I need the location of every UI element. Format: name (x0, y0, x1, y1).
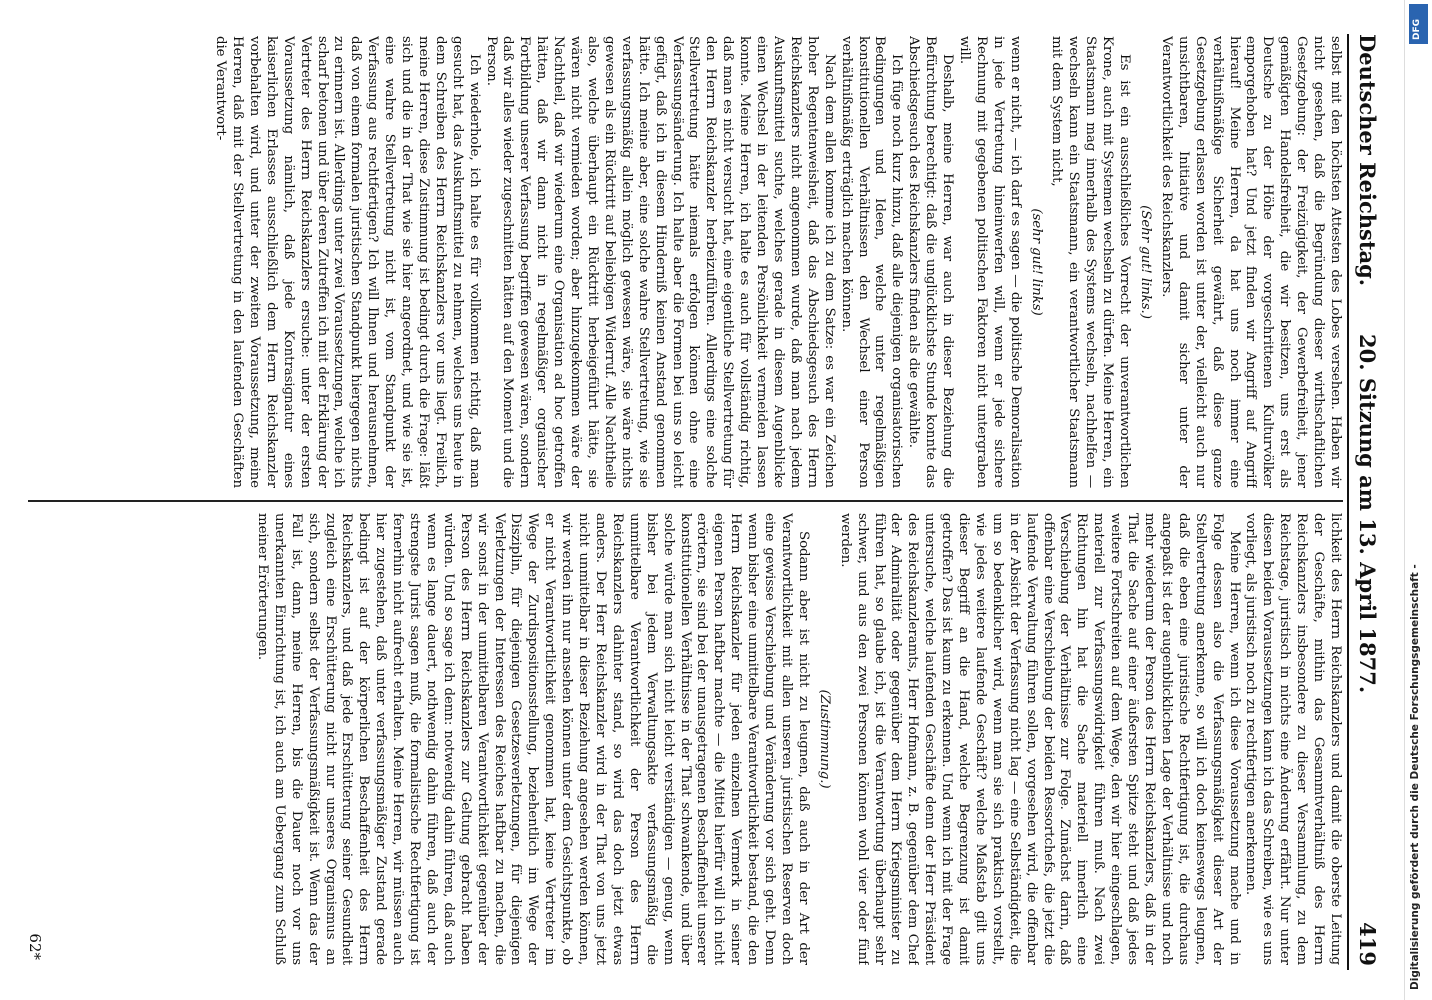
paragraph: wenn er nicht, — ich darf es sagen — die politische Demoralisation in jede Vertretung hineinwerfen will, wenn er jede sichere Rechnung mit gegebenen politischen Faktoren nicht untergraben will. (956, 36, 1023, 488)
text-column-right (24, 513, 1343, 965)
interjection: (Zustimmung.) (816, 689, 832, 789)
interjection: (sehr gut! links) (1028, 208, 1044, 316)
funding-note: Digitalisierung gefördert durch die Deutsche Forschungsgemeinschaft - (1409, 564, 1421, 990)
paragraph: Es ist ein ausschließliches Vorrecht der unverantwortlichen Krone, auch mit Systemen wechseln zu dürfen. Meine Herren, ein Staatsmann mag innerhalb des Systems wechseln, nachhelfen — wechseln kann ein Staatsmann, ein verantwortlicher Staatsmann mit dem System nicht, (1049, 36, 1133, 488)
paragraph: Sodann aber ist nicht zu leugnen, daß auch in der Art der Verantwortlichkeit mit allen unseren juristischen Reserven doch eine gewisse Verschiebung und Veränderung vor sich geht. Denn wenn bisher eine unmittelbare Verantwortlichkeit bestand, die den Herrn Reichskanzler für jeden einzelnen Vermerk in seiner eigenen Person haftbar machte — die Mittel hierfür will ich nicht erörtern, sie sind bei der unausgetragenen Beschaffenheit unserer konstitutionellen Verhältnisse in der That schwankende, und über solche würde man sich nicht leicht verständigen — genug, wenn bisher bei jedem Verwaltungsakte verfassungsmäßig die unmittelbare Verantwortlichkeit der Person des Herrn Reichskanzlers dahinter stand, so wird das doch jetzt etwas anders. Der Herr Reichskanzler wird in der That von uns jetzt nicht unmittelbar in dieser Beziehung angesehen werden können, wir werden ihn nur ansehen können unter dem Gesichtspunkte, ob er nicht Verantwortlichkeit genommen hat, keine Vertreter im Wege der Zurdispositionsstellung, beziehentlich im Wege der Disziplin, für diejenigen Gesetzesverletzungen, für diejenigen Verletzungen der Interessen des Reiches haftbar zu machen, die wir sonst in der unmittelbaren Verantwortlichkeit gegenüber der Person des Herrn Reichskanzlers zur Geltung gebracht haben würden. Und so sage ich denn: notwendig dahin führen, daß auch wenn es lange dauert, nothwendig dahin führen, daß auch der strengste Jurist sagen muß, die formalistische Rechtfertigung ist fernerhin nicht aufrecht erhalten. Meine Herren, wir müssen auch hier zugestehen, daß unter verfassungsmäßiger Zustand gerade bedingt ist auf der körperlichen Beschaffenheit des Herrn Reichskanzlers, und daß jede Erschütterung seiner Gesundheit zugleich eine Erschütterung nicht nur unseres Organismus an sich, sondern selbst der Verfassungsmäßigkeit ist. Wenn das der Fall ist, dann, meine Herren, bis die Dauer noch vor uns unerkannten Einrichtung ist, ich auch am Uebergang zum Schluß meiner Erörterungen. (254, 513, 811, 965)
paragraph: Meine Herren, wenn ich diese Voraussetzung mache und in Folge dessen also die Verfassungsmäßigkeit dieser Art der Stellvertretung anerkenne, so will ich doch keineswegs leugnen, daß die eben eine juristische Rechtfertigung ist, die durchaus angepaßt ist der augenblicklichen Lage der Verhältnisse und noch mehr wiederum der Person des Herrn Reichskanzlers, daß in der That die Sache auf einer äußersten Spitze steht und daß jedes weitere Fortschreiten auf dem Wege, den wir hier eingeschlagen, materiell zur Verfassungswidrigkeit führen muß. Nach zwei Richtungen hin hat die Sache materiell innerlich eine Verschiebung der Verhältnisse zur Folge. Zunächst darin, daß offenbar eine Verschiebung der beiden Ressortchefs, die jetzt die laufende Verwaltung führen sollen, vorgesehen wird, die offenbar in der Absicht der Verfassung nicht lag — eine Selbständigkeit, die um so bedenklicher wird, wenn man sie sich praktisch vorstellt, wie jedes weitere laufende Geschäft? welche Maßstab gilt uns dieser Begriff an die Hand, welche Begrenzung ist damit getroffen? Das ist kaum zu erkennen. Und wenn ich mit der Frage untersuche, welche laufenden Geschäfte denn der Herr Präsident des Reichskanzleramts, Herr Hofmann, z. B. gegenüber dem Chef der Admiralität oder gegenüber dem Herrn Kriegsminister zu führen hat, so glaube ich, ist die Verantwortung überhaupt sehr schwer, und aus den zwei Personen können wohl vier oder fünf werden. (837, 513, 1242, 965)
page-header (1347, 34, 1383, 970)
column-divider (28, 500, 1343, 502)
digitization-sidebar (1404, 0, 1432, 1000)
paragraph: Ich füge noch kurz hinzu, daß alle diejenigen organisatorischen Bedingungen und Ideen, welche unter regelmäßigen konstitutionellen Verhältnissen den Wechsel einer Person verhältnißmäßig erträglich machen können. (838, 36, 905, 488)
header-title: Deutscher Reichstag. (1355, 34, 1380, 287)
paragraph: Nach dem allen komme ich zu dem Satze: es war ein Zeichen hoher Regentenweisheit, daß das Abschiedsgesuch des Herrn Reichskanzlers nicht angenommen wurde, daß man nach jedem Auskunftsmittel suchte, welches gerade in diesem Augenblicke einen Wechsel in der leitenden Persönlichkeit vermeiden lassen konnte. Meine Herren, ich halte es auch für vollständig richtig, daß man es nicht versucht hat, eine eigentliche Stellvertretung für den Herrn Reichskanzler herbeizuführen. Allerdings eine solche Stellvertretung hätte niemals erfolgen können ohne eine Verfassungsänderung. Ich halte aber die Formen bei uns so leicht gefügt, daß ich in diesem Hinderniß keinen Anstand genommen hätte. Ich meine aber, eine solche wahre Stellvertretung, wie sie verfassungsmäßig allein möglich gewesen wäre, sie wäre nichts gewesen als ein Rücktritt auf beliebigen Widerruf. Alle Nachtheile also, welche überhaupt ein Rücktritt herbeigeführt hätte, sie wären nicht vermieden worden; aber hinzugekommen wäre der Nachtheil, daß wir wiederum eine Organisation ad hoc getroffen hätten, daß wir dann nicht in regelmäßiger organischer Fortbildung unserer Verfassung begriffen gewesen wären, sondern daß wir alles wieder zugeschnitten hätten auf den Moment und die Person. (483, 36, 837, 488)
paragraph: lichkeit des Herrn Reichskanzlers und damit die oberste Leitung der Geschäfte, mithin das Gesammtverhältniß des Herrn Reichskanzlers insbesondere zu dieser Versammlung, zu dem Reichstage, juristisch in nichts eine Änderung erfährt. Nur unter diesen beiden Voraussetzungen kann ich das Schreiben, wie es uns vorliegt, als juristisch noch zu rechtfertigen anerkennen. (1243, 513, 1343, 965)
paragraph: selbst mit den höchsten Attesten des Lobes versehen. Haben wir nicht gesehen, daß die Begründung dieser wirthschaftlichen Gesetzgebung: der Freizügigkeit, der Gewerbefreiheit, jener gemäßigten Handelsfreiheit, die wir besitzen, uns erst als Deutsche zu der Höhe der vorgeschrittenen Kulturvölker emporgehoben hat? Und jetzt finden wir Angriff auf Angriff hierauf! Meine Herren, da hat uns noch immer eine verhältnißmäßige Sicherheit gewährt, daß diese ganze Gesetzgebung erlassen worden ist unter der, vielleicht auch nur unsichtbaren, Initiative und damit sicher unter der Verantwortlichkeit des Reichskanzlers. (1158, 36, 1343, 488)
text-column-left (24, 36, 1343, 488)
paragraph: Ich wiederhole, ich halte es für vollkommen richtig, daß man gesucht hat, das Auskunftsmittel zu nehmen, welches uns heute in dem Schreiben des Herrn Reichskanzlers vor uns liegt. Freilich, meine Herren, diese Zustimmung ist bedingt durch die Frage: läßt sich und die in der That wie sie hier angeordnet, und wie sie ist, eine wahre Stellvertretung nicht ist, vom Standpunkt der Verfassung aus rechtfertigen? Ich will Ihnen und herausnehmen, daß von einem formalen juristischen Standpunkt hiergegen nichts zu erinnern ist. Allerdings unter zwei Voraussetzungen, welche ich scharf betonen und über deren Zutreffen ich mit der Erklärung der Vertreter des Herrn Reichskanzlers ersuche: unter der ersten Voraussetzung nämlich, daß jede Kontrasignatur eines kaiserlichen Erlasses ausschließlich dem Herrn Reichskanzler vorbehalten wird, und unter der zweiten Voraussetzung, meine Herren, daß mit der Stellvertretung in den laufenden Geschäften die Verantwort- (213, 36, 482, 488)
interjection: (Sehr gut! links.) (1138, 205, 1154, 319)
paragraph: Deshalb, meine Herren, war auch in dieser Beziehung die Befürchtung berechtigt: daß die unglücklichste Stunde konnte das Abschiedsgesuch des Reichskanzlers finden als die gewählte. (906, 36, 956, 488)
page-number: 419 (1355, 922, 1380, 966)
signature-mark: 62* (26, 933, 44, 960)
dfg-logo: DFG (1409, 4, 1428, 44)
header-session: 20. Sitzung am 13. April 1877. (1355, 334, 1380, 694)
